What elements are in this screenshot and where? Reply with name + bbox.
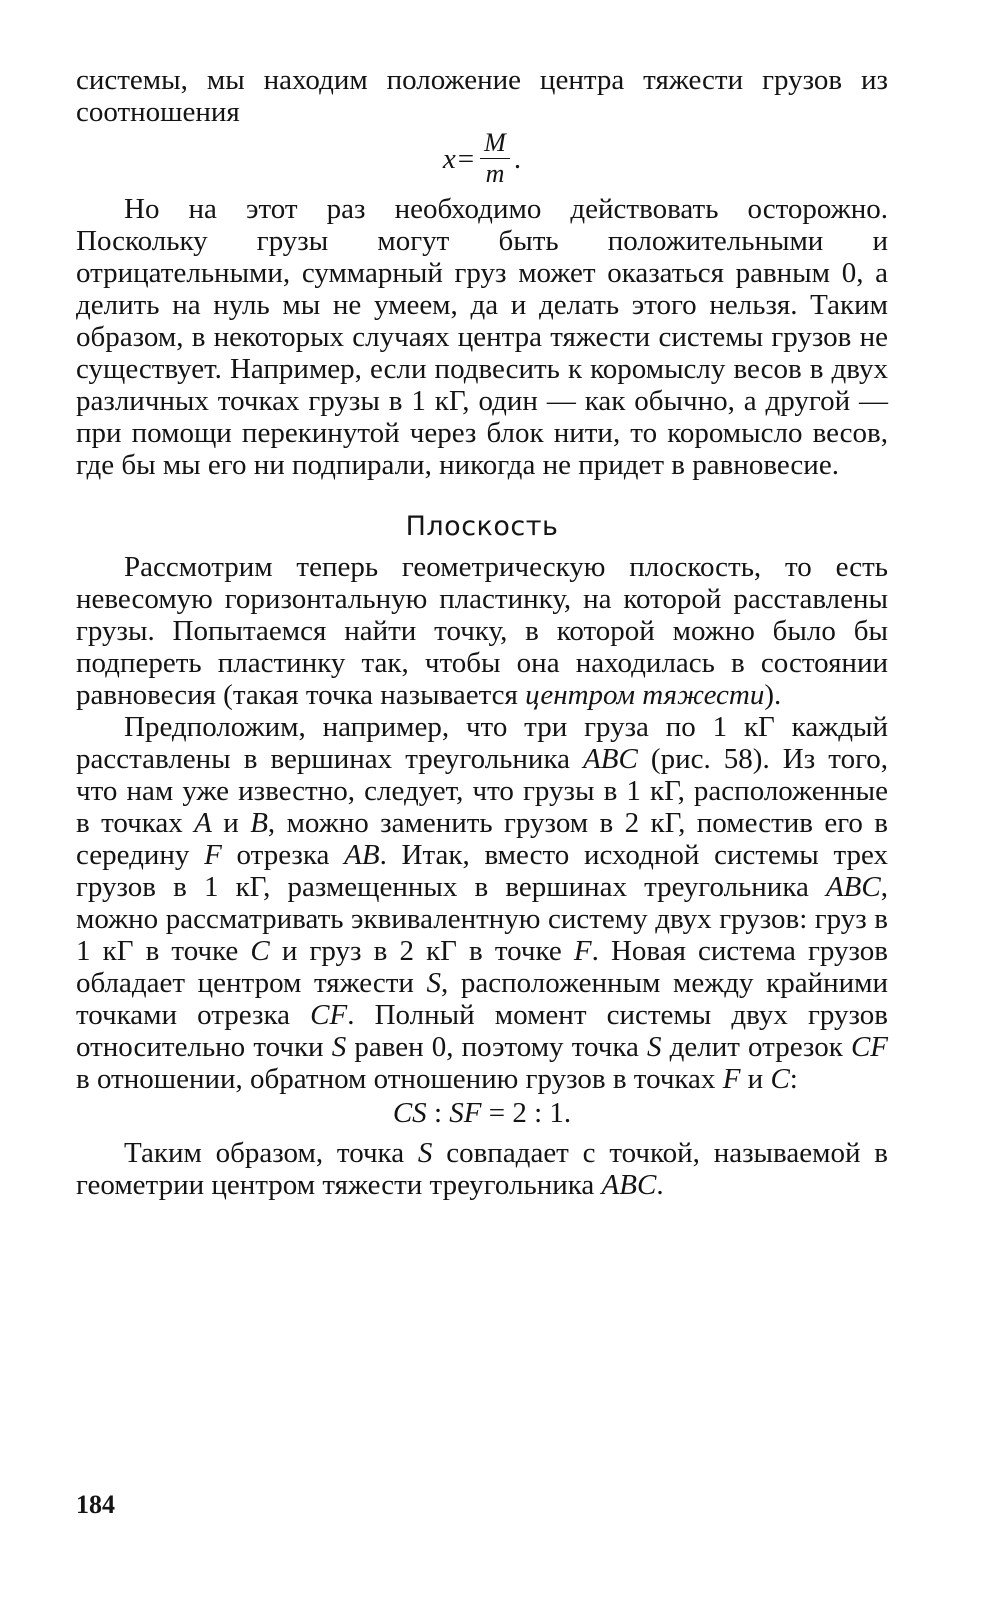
text-run: (рис. 58). Из того, что нам уже известно, следует, что грузы в 1 кГ, расположенные в точках bbox=[76, 743, 888, 839]
math-s: S bbox=[417, 1137, 433, 1169]
math-sf: SF bbox=[449, 1097, 482, 1129]
text-run: . Новая система грузов обладает центром тяжести bbox=[76, 935, 888, 999]
math-cs: CS bbox=[392, 1097, 427, 1129]
text-run: . Итак, вместо исходной системы трех грузов в 1 кГ, размещенных в вершинах треугольника bbox=[76, 839, 888, 903]
formula-colon: : bbox=[426, 1097, 450, 1129]
math-a: A bbox=[194, 807, 212, 839]
page-body bbox=[76, 64, 888, 1201]
fraction-numerator: M bbox=[480, 130, 510, 159]
formula-ratio-value: = 2 : 1. bbox=[481, 1097, 572, 1129]
math-c: C bbox=[770, 1063, 790, 1095]
formula-equals: = bbox=[457, 142, 475, 175]
text-run: отрезка bbox=[221, 839, 345, 871]
paragraph-triangle bbox=[76, 711, 888, 1095]
text-run: делит отрезок bbox=[661, 1031, 851, 1063]
text-run: . Полный момент системы двух грузов относительно точки bbox=[76, 999, 888, 1063]
text-run: и груз в 2 кГ в точке bbox=[269, 935, 574, 967]
math-cf: CF bbox=[850, 1031, 888, 1063]
text-run: и bbox=[211, 807, 251, 839]
math-f: F bbox=[204, 839, 222, 871]
text-run: равен 0, поэтому точка bbox=[346, 1031, 647, 1063]
math-abc: ABC bbox=[825, 871, 881, 903]
text-run: Таким образом, точка bbox=[124, 1137, 418, 1169]
text-run: , расположенным между крайними точками отрезка bbox=[76, 967, 889, 1031]
math-cf: CF bbox=[310, 999, 348, 1031]
math-f: F bbox=[573, 935, 592, 967]
math-s: S bbox=[331, 1031, 347, 1063]
math-s: S bbox=[426, 967, 442, 999]
paragraph-plane-end: ). bbox=[764, 679, 782, 711]
text-run: , можно заменить грузом в 2 кГ, поместив его в середину bbox=[76, 807, 888, 871]
fraction bbox=[480, 130, 510, 187]
formula-period: . bbox=[513, 142, 522, 175]
text-run: Предположим, например, что три груза по 1 кГ каждый расставлены в вершинах треугольника bbox=[76, 711, 888, 775]
math-b: B bbox=[250, 807, 268, 839]
math-ab: AB bbox=[344, 839, 380, 871]
math-abc: ABC bbox=[601, 1169, 657, 1201]
formula-ratio bbox=[76, 1097, 888, 1129]
text-run: совпадает с точкой, называемой в геометрии центром тяжести треугольника bbox=[76, 1137, 888, 1201]
term-center-of-gravity: центром тяжести bbox=[525, 679, 765, 711]
text-run: в отношении, обратном отношению грузов в точках bbox=[76, 1063, 723, 1095]
formula-lhs: x bbox=[442, 142, 456, 175]
text-run: . bbox=[656, 1169, 664, 1201]
paragraph-plane-text: Рассмотрим теперь геометрическую плоскость, то есть невесомую горизонтальную пластинку, на которой расставлены грузы. Попытаемся найти точку, в которой можно было бы подпереть пластинку так, чтобы она находилась в состоянии равновесия (такая точка называется bbox=[76, 551, 888, 711]
paragraph-caution: Но на этот раз необходимо действовать осторожно. Поскольку грузы могут быть положительными и отрицательными, суммарный груз может оказаться равным 0, а делить на нуль мы не умеем, да и делать этого нельзя. Таким образом, в некоторых случаях центра тяжести системы грузов не существует. Например, если подвесить к коромыслу весов в двух различных точках грузы в 1 кГ, один — как обычно, а другой — при помощи перекинутой через блок нити, то коромысло весов, где бы мы его ни подпирали, никогда не придет в равновесие. bbox=[76, 193, 888, 481]
paragraph-continued: системы, мы находим положение центра тяжести грузов из соотношения bbox=[76, 64, 888, 128]
text-run: , можно рассматривать эквивалентную систему двух грузов: груз в 1 кГ в точке bbox=[76, 871, 888, 967]
math-c: C bbox=[250, 935, 270, 967]
formula-center-of-mass bbox=[76, 130, 888, 187]
text-run: : bbox=[789, 1063, 798, 1095]
paragraph-plane bbox=[76, 551, 888, 711]
paragraph-conclusion bbox=[76, 1137, 888, 1201]
page-number: 184 bbox=[76, 1490, 115, 1519]
math-s: S bbox=[646, 1031, 662, 1063]
formula-x-equals-m-over-m bbox=[443, 130, 521, 187]
math-f: F bbox=[722, 1063, 741, 1095]
fraction-denominator: m bbox=[485, 159, 505, 188]
section-heading: Плоскость bbox=[405, 511, 559, 542]
math-abc: ABC bbox=[583, 743, 638, 775]
text-run: и bbox=[740, 1063, 771, 1095]
